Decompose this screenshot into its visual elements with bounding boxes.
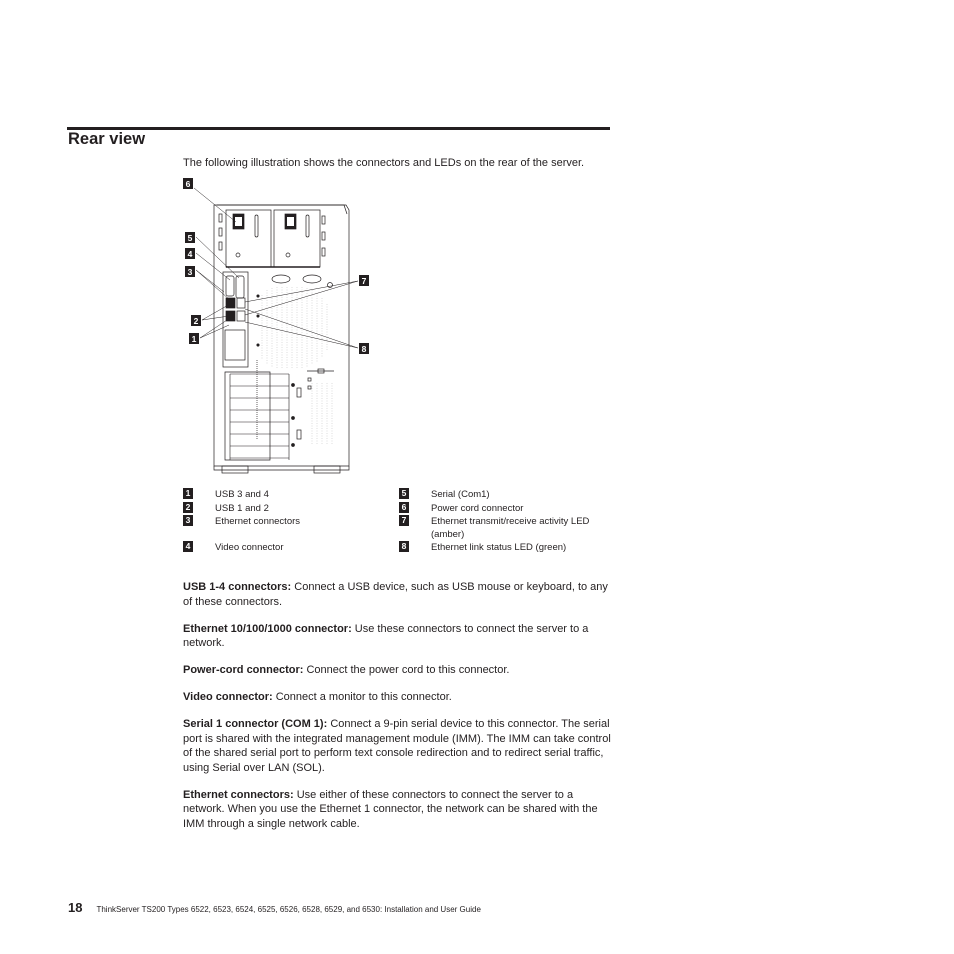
legend-label: USB 1 and 2 — [215, 503, 269, 514]
legend-item — [399, 541, 567, 553]
description-term: Video connector: — [183, 691, 273, 703]
callout-3: 3 — [187, 267, 193, 277]
description-term: Serial 1 connector (COM 1): — [183, 718, 328, 730]
connector-descriptions — [183, 580, 613, 844]
description-text: Use either of these connectors to connect the server to a network. When you use the Ethernet 1 connector, the network can be shared with the IMM through a single network cable. — [183, 788, 598, 830]
description-text: Connect a 9-pin serial device to this connector. The serial port is shared with the integrated management module (IMM). The IMM can take control of the shared serial port to perform text console redirection and to redirect serial traffic, using Serial over LAN (SOL). — [183, 718, 611, 774]
description-text: Use these connectors to connect the server to a network. — [183, 622, 589, 649]
legend-number: 5 — [399, 488, 409, 499]
legend-label: Serial (Com1) — [431, 489, 490, 500]
description-term: USB 1-4 connectors: — [183, 581, 292, 593]
legend-label: Ethernet connectors — [215, 516, 301, 527]
description-text: Connect a monitor to this connector. — [272, 691, 452, 703]
server-rear-diagram — [180, 175, 375, 475]
description-ethernet-connectors — [183, 788, 613, 832]
description-serial — [183, 717, 613, 775]
legend-label: Ethernet link status LED (green) — [431, 542, 567, 553]
legend-item — [183, 541, 284, 553]
description-video — [183, 690, 613, 705]
callout-2: 2 — [193, 316, 199, 326]
legend-item — [183, 488, 269, 500]
description-term: Power-cord connector: — [183, 664, 304, 676]
legend-number: 2 — [183, 502, 193, 513]
section-rule — [67, 127, 610, 130]
legend-item — [399, 502, 524, 514]
callout-5: 5 — [187, 233, 193, 243]
legend-item — [399, 515, 590, 540]
description-text: Connect a USB device, such as USB mouse or keyboard, to any of these connectors. — [183, 581, 608, 608]
description-text: Connect the power cord to this connector. — [303, 664, 510, 676]
callout-7: 7 — [361, 276, 367, 286]
section-title: Rear view — [68, 130, 146, 148]
page-number: 18 — [68, 900, 83, 915]
legend-number: 6 — [399, 502, 409, 513]
intro-paragraph: The following illustration shows the connectors and LEDs on the rear of the server. — [183, 157, 585, 169]
legend-item — [183, 502, 269, 514]
legend-label: USB 3 and 4 — [215, 489, 269, 500]
page-footer — [68, 900, 481, 915]
footer-title: ThinkServer TS200 Types 6522, 6523, 6524, 6525, 6526, 6528, 6529, and 6530: Installation and User Guide — [96, 905, 481, 914]
description-term: Ethernet connectors: — [183, 788, 294, 801]
description-ethernet-10-100-1000 — [183, 622, 613, 651]
legend-label: Video connector — [215, 542, 284, 553]
legend-number: 7 — [399, 515, 409, 526]
legend-number: 1 — [183, 488, 193, 499]
callout-1: 1 — [191, 334, 197, 344]
description-term: Ethernet 10/100/1000 connector: — [183, 622, 352, 635]
server-rear-illustration — [180, 175, 375, 475]
legend-number: 4 — [183, 541, 193, 552]
legend-number: 8 — [399, 541, 409, 552]
legend-item — [399, 488, 490, 500]
callout-6: 6 — [185, 179, 191, 189]
legend-item — [183, 515, 301, 527]
description-usb — [183, 580, 613, 609]
callout-4: 4 — [187, 249, 193, 259]
legend-number: 3 — [183, 515, 193, 526]
callout-8: 8 — [361, 344, 367, 354]
legend-label: Power cord connector — [431, 503, 524, 514]
description-power-cord — [183, 663, 613, 678]
legend-label: Ethernet transmit/receive activity LED (amber) — [431, 516, 590, 540]
